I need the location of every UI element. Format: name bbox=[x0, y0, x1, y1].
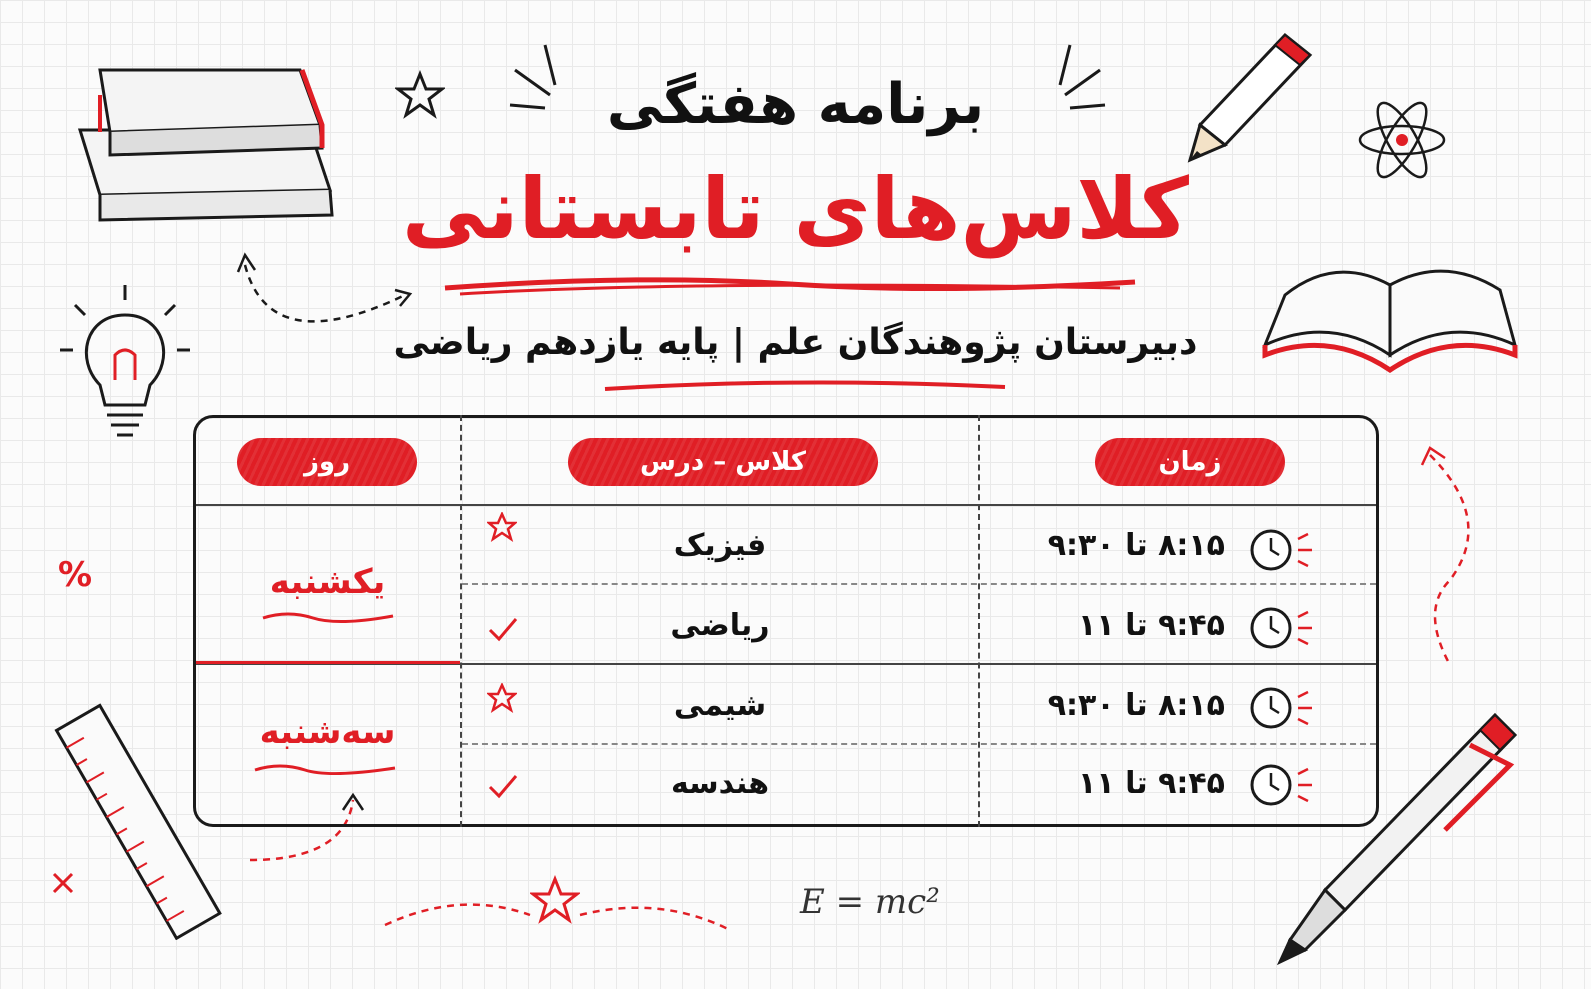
day-underline bbox=[250, 760, 400, 780]
day-label: یکشنبه bbox=[269, 562, 386, 602]
col-header-time: زمان bbox=[1095, 438, 1285, 486]
cross-icon bbox=[50, 870, 76, 896]
subject-cell: شیمی bbox=[673, 688, 767, 723]
title-main: کلاس‌های تابستانی bbox=[401, 160, 1189, 258]
title-underline bbox=[440, 270, 1140, 300]
day-divider-accent bbox=[196, 661, 460, 664]
star-icon bbox=[487, 512, 517, 542]
subject-cell: هندسه bbox=[670, 766, 770, 801]
row-divider bbox=[462, 583, 1376, 585]
time-cell: ۹:۴۵ تا ۱۱ bbox=[1078, 766, 1225, 801]
lightbulb-icon bbox=[55, 280, 195, 450]
col-divider bbox=[460, 415, 462, 827]
row-divider bbox=[462, 743, 1376, 745]
percent-sign: % bbox=[58, 555, 93, 595]
title-top: برنامه هفتگی bbox=[606, 72, 985, 137]
dashed-arrow bbox=[1410, 440, 1500, 670]
header-divider bbox=[196, 504, 1376, 506]
col-header-class: کلاس – درس bbox=[568, 438, 878, 486]
col-divider bbox=[978, 415, 980, 827]
open-book-icon bbox=[1255, 245, 1525, 385]
subject-cell: ریاضی bbox=[670, 608, 770, 643]
check-icon bbox=[487, 772, 519, 800]
col-header-day: روز bbox=[237, 438, 417, 486]
dashed-line bbox=[380, 885, 740, 945]
time-cell: ۸:۱۵ تا ۹:۳۰ bbox=[1047, 528, 1225, 563]
day-label: سه‌شنبه bbox=[259, 712, 396, 752]
subject-cell: فیزیک bbox=[673, 528, 767, 563]
star-icon bbox=[487, 683, 517, 713]
time-cell: ۹:۴۵ تا ۱۱ bbox=[1078, 608, 1225, 643]
clock-icon bbox=[1248, 762, 1323, 808]
formula-emc2: E = mc² bbox=[800, 882, 940, 922]
subtitle-underline bbox=[600, 375, 1010, 397]
clock-icon bbox=[1248, 685, 1323, 731]
check-icon bbox=[487, 615, 519, 643]
subtitle: دبیرستان پژوهندگان علم | پایه یازدهم ریاضی bbox=[393, 322, 1198, 363]
day-underline bbox=[258, 608, 398, 628]
time-cell: ۸:۱۵ تا ۹:۳۰ bbox=[1047, 688, 1225, 723]
clock-icon bbox=[1248, 527, 1323, 573]
clock-icon bbox=[1248, 605, 1323, 651]
